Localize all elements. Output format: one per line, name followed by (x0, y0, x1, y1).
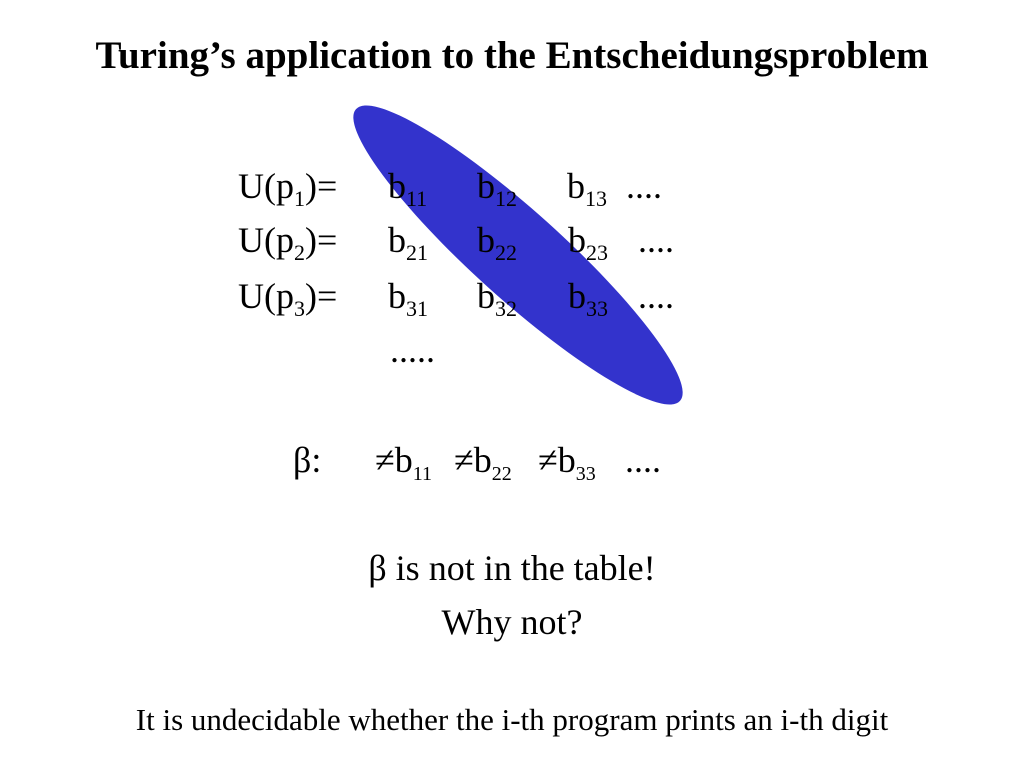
table-cell: $b_{13}$ (567, 166, 607, 211)
table-cell: $b_{22}$ (477, 220, 517, 265)
row-label: $U(p_2)=$ (238, 220, 338, 265)
beta-ellipsis: .... (625, 440, 661, 480)
beta-term: $\ne b_{33}$ (538, 440, 596, 485)
beta-term: $\ne b_{22}$ (454, 440, 512, 485)
table-cell: $b_{11}$ (388, 166, 428, 211)
beta-term: $\ne b_{11}$ (375, 440, 433, 485)
footer-text: It is undecidable whether the i-th program prints an i-th digit (135, 702, 889, 737)
question-text: Why not? (441, 602, 583, 642)
table-cell: $b_{32}$ (477, 276, 517, 321)
table-cell: $b_{31}$ (388, 276, 428, 321)
table-cell: $b_{33}$ (568, 276, 608, 321)
table-cell: $b_{21}$ (388, 220, 428, 265)
page-title: Turing’s application to the Entscheidungsproblem (95, 34, 929, 77)
table-continuation: ..... (390, 330, 435, 370)
row-label: $U(p_3)=$ (238, 276, 338, 321)
table-cell: $b_{23}$ (568, 220, 608, 265)
beta-label: β: (293, 440, 322, 480)
row-ellipsis: .... (638, 220, 674, 260)
row-ellipsis: .... (638, 276, 674, 316)
row-label: $U(p_1)=$ (238, 166, 338, 211)
statement-text: β is not in the table! (368, 548, 656, 588)
row-ellipsis: .... (626, 166, 662, 206)
table-cell: $b_{12}$ (477, 166, 517, 211)
